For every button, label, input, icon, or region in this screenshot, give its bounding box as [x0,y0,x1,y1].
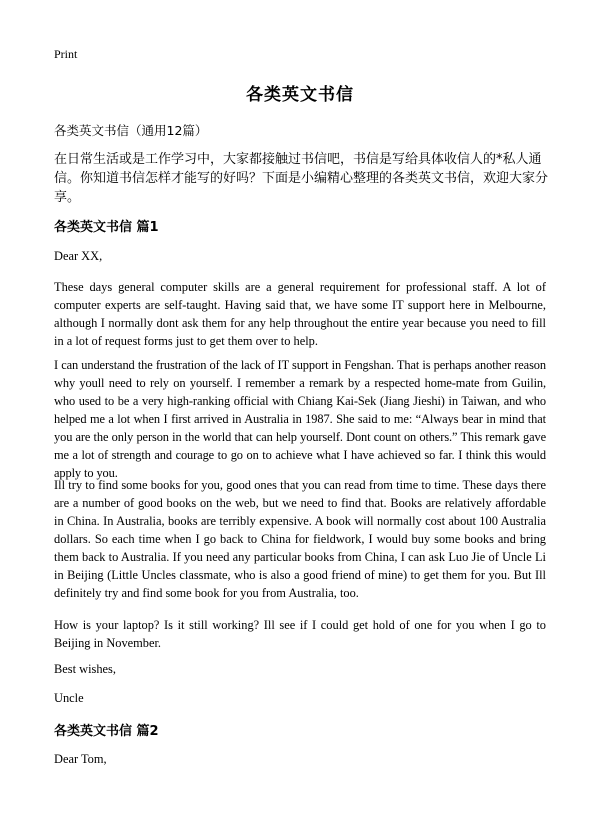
page-title: 各类英文书信 [246,85,354,105]
letter-1-salutation: Dear XX, [54,249,103,263]
letter-1-paragraph-4: How is your laptop? Is it still working? Ill see if I could get hold of one for you when I go to Beijing in November. [54,618,546,650]
letter-1-heading: 各类英文书信 篇1 [54,220,159,235]
letter-1-paragraph-1: These days general computer skills are a general requirement for professional staff. A lot of computer experts are self-taught. Having said that, we have some IT support here in Melbourne, although I normally dont ask them for any help throughout the entire year because you need to fill in a lot of request forms just to get them over to help. [54,280,546,348]
document-subtitle: 各类英文书信（通用12篇） [54,123,208,138]
letter-1-paragraph-3: Ill try to find some books for you, good ones that you can read from time to time. These days there are a number of good books on the web, but we need to find that. Books are relatively affordable in China. In Australia, books are terribly expensive. A book will normally cost about 100 Australia dollars. So each time when I go back to China for fieldwork, I would buy some books and bring them back to Australia. If you need any particular books from China, I can ask Luo Jie of Uncle Li in Beijing (Little Uncles classmate, who is also a good friend of mine) to get them for you. But Ill definitely try and find some book for you from Australia, too. [54,478,546,600]
letter-1-paragraph-2: I can understand the frustration of the lack of IT support in Fengshan. That is perhaps another reason why youll need to rely on yourself. I remember a remark by a respected home-mate from Guilin, who used to be a very high-ranking official with Chiang Kai-Sek (Jiang Jieshi) in Taiwan, and who helped me a lot when I first arrived in Australia in 1987. She said to me: “Always bear in mind that you are the only person in the world that can help yourself. Dont count on others.” This remark gave me a lot of strength and courage to go on to achieve what I have achieved so far. I think this would apply to you. [54,358,546,480]
letter-2-heading: 各类英文书信 篇2 [54,724,159,739]
print-label: Print [54,47,78,61]
letter-2-salutation: Dear Tom, [54,752,107,766]
intro-paragraph: 在日常生活或是工作学习中，大家都接触过书信吧，书信是写给具体收信人的*私人通信。你知道书信怎样才能写的好吗？下面是小编精心整理的各类英文书信，欢迎大家分享。 [54,152,549,205]
letter-1-signature: Uncle [54,691,84,705]
letter-1-closing: Best wishes, [54,662,116,676]
